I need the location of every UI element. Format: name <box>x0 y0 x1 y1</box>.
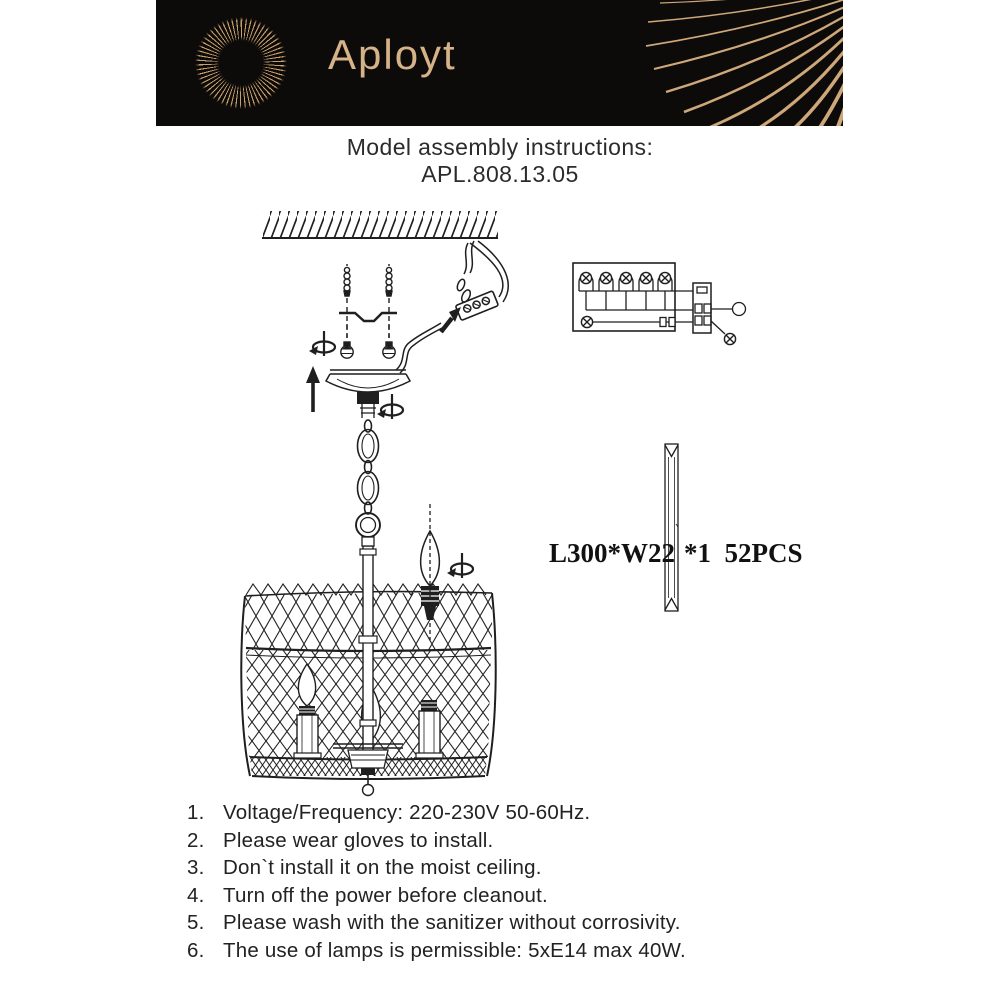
instruction-number: 6. <box>187 938 205 962</box>
crystal-quantity-label: *1 52PCS <box>684 538 803 568</box>
instruction-text: The use of lamps is permissible: 5xE14 max 40W. <box>223 938 686 962</box>
rotate-icon <box>377 394 403 419</box>
ceiling-hatch <box>262 211 498 238</box>
wiring-diagram <box>573 263 746 345</box>
ceiling-canopy <box>326 370 410 418</box>
rotate-icon <box>309 331 335 356</box>
instructions-list <box>187 799 837 965</box>
instruction-item <box>187 799 837 827</box>
instruction-text: Voltage/Frequency: 220-230V 50-60Hz. <box>223 801 591 824</box>
instruction-number: 2. <box>187 828 205 852</box>
instruction-number: 1. <box>187 801 205 824</box>
mounting-hardware <box>339 264 397 358</box>
instruction-item <box>187 937 837 965</box>
instruction-item <box>187 827 837 855</box>
instruction-text: Please wash with the sanitizer without corrosivity. <box>223 911 681 935</box>
rotate-icon <box>447 553 473 578</box>
arrow-up-right-icon <box>441 307 461 332</box>
chandelier-assembly-diagram <box>241 211 508 796</box>
instruction-text: Turn off the power before cleanout. <box>223 883 548 907</box>
instruction-number: 3. <box>187 856 205 880</box>
brand-logo-text: Aployt <box>328 31 457 78</box>
instruction-text: Please wear gloves to install. <box>223 828 494 852</box>
crystal-rod-drawing <box>665 444 678 611</box>
arrow-up-icon <box>306 366 320 412</box>
instruction-item <box>187 854 837 882</box>
instruction-number: 5. <box>187 911 205 935</box>
instruction-item <box>187 909 837 937</box>
wire-and-terminal <box>396 241 508 373</box>
crystal-size-label: L300*W22 <box>549 538 676 568</box>
page-title: Model assembly instructions: <box>346 134 654 160</box>
instruction-text: Don`t install it on the moist ceiling. <box>223 856 542 880</box>
instruction-item <box>187 882 837 910</box>
model-number: APL.808.13.05 <box>421 161 579 187</box>
hanging-chain <box>356 420 380 546</box>
instruction-number: 4. <box>187 883 205 907</box>
